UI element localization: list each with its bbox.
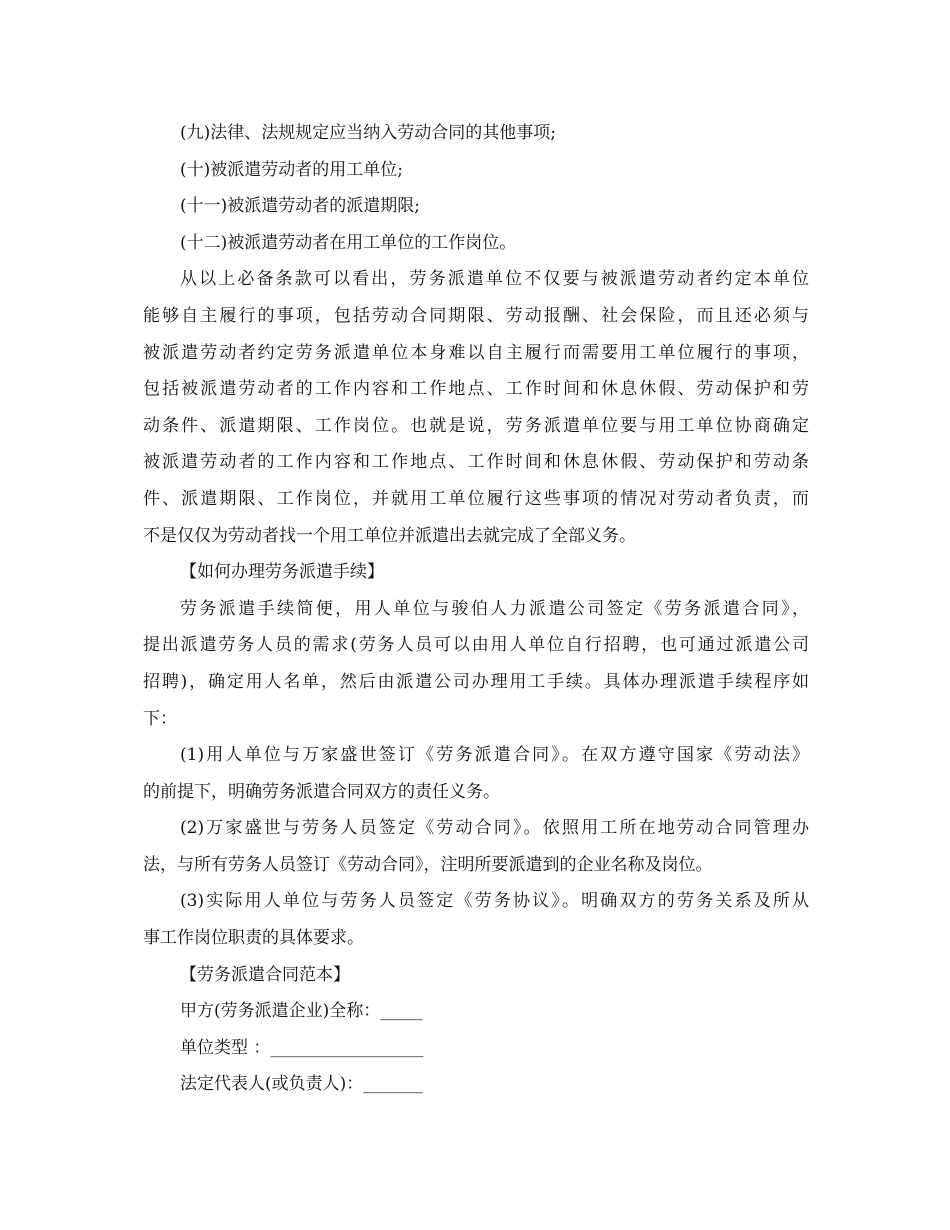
clause-9: (九)法律、法规规定应当纳入劳动合同的其他事项;: [180, 123, 556, 143]
clause-10: (十)被派遣劳动者的用工单位;: [180, 159, 403, 180]
step-2-continued: 法，与所有劳务人员签订《劳动合同》，注明所要派遣到的企业名称及岗位。: [143, 854, 713, 875]
step-3: (3)实际用人单位与劳务人员签定《劳务协议》。明确双方的劳务关系及所从: [180, 891, 809, 912]
form-field-party-a: 甲方(劳务派遣企业)全称：_____: [180, 1001, 423, 1022]
step-3-continued: 事工作岗位职责的具体要求。: [143, 928, 364, 949]
document-body: [143, 115, 809, 1103]
paragraph-line: 包括被派遣劳动者的工作内容和工作地点、工作时间和休息休假、劳动保护和劳: [143, 379, 809, 400]
paragraph-line: 不是仅仅为劳动者找一个用工单位并派遣出去就完成了全部义务。: [143, 525, 636, 546]
paragraph-line: 能够自主履行的事项，包括劳动合同期限、劳动报酬、社会保险，而且还必须与: [143, 305, 809, 326]
paragraph-line: 下：: [143, 708, 177, 729]
paragraph-line: 动条件、派遣期限、工作岗位。也就是说，劳务派遣单位要与用工单位协商确定: [143, 415, 809, 436]
form-field-legal-representative: 法定代表人(或负责人)：_______: [180, 1074, 423, 1095]
paragraph-line: 劳务派遣手续简便，用人单位与骏伯人力派遣公司签定《劳务派遣合同》，: [180, 598, 809, 619]
clause-12: (十二)被派遣劳动者在用工单位的工作岗位。: [180, 232, 517, 253]
paragraph-line: 被派遣劳动者的工作内容和工作地点、工作时间和休息休假、劳动保护和劳动条: [143, 452, 809, 473]
paragraph-line: 从以上必备条款可以看出，劳务派遣单位不仅要与被派遣劳动者约定本单位: [180, 269, 809, 290]
paragraph-line: 提出派遣劳务人员的需求(劳务人员可以由用人单位自行招聘，也可通过派遣公司: [143, 635, 809, 656]
step-2: (2)万家盛世与劳务人员签定《劳动合同》。依照用工所在地劳动合同管理办: [180, 818, 809, 839]
section-heading: 【劳务派遣合同范本】: [180, 964, 350, 985]
paragraph-line: 件、派遣期限、工作岗位，并就用工单位履行这些事项的情况对劳动者负责，而: [143, 488, 809, 509]
step-1: (1)用人单位与万家盛世签订《劳务派遣合同》。在双方遵守国家《劳动法》: [180, 745, 809, 766]
paragraph-line: 招聘)，确定用人名单，然后由派遣公司办理用工手续。具体办理派遣手续程序如: [143, 671, 809, 692]
step-1-continued: 的前提下，明确劳务派遣合同双方的责任义务。: [143, 781, 500, 802]
form-field-unit-type: 单位类型 ：__________________: [180, 1037, 424, 1058]
section-heading: 【如何办理劳务派遣手续】: [180, 562, 384, 583]
paragraph-line: 被派遣劳动者约定劳务派遣单位本身难以自主履行而需要用工单位履行的事项，: [143, 342, 809, 363]
clause-11: (十一)被派遣劳动者的派遣期限;: [180, 196, 420, 217]
